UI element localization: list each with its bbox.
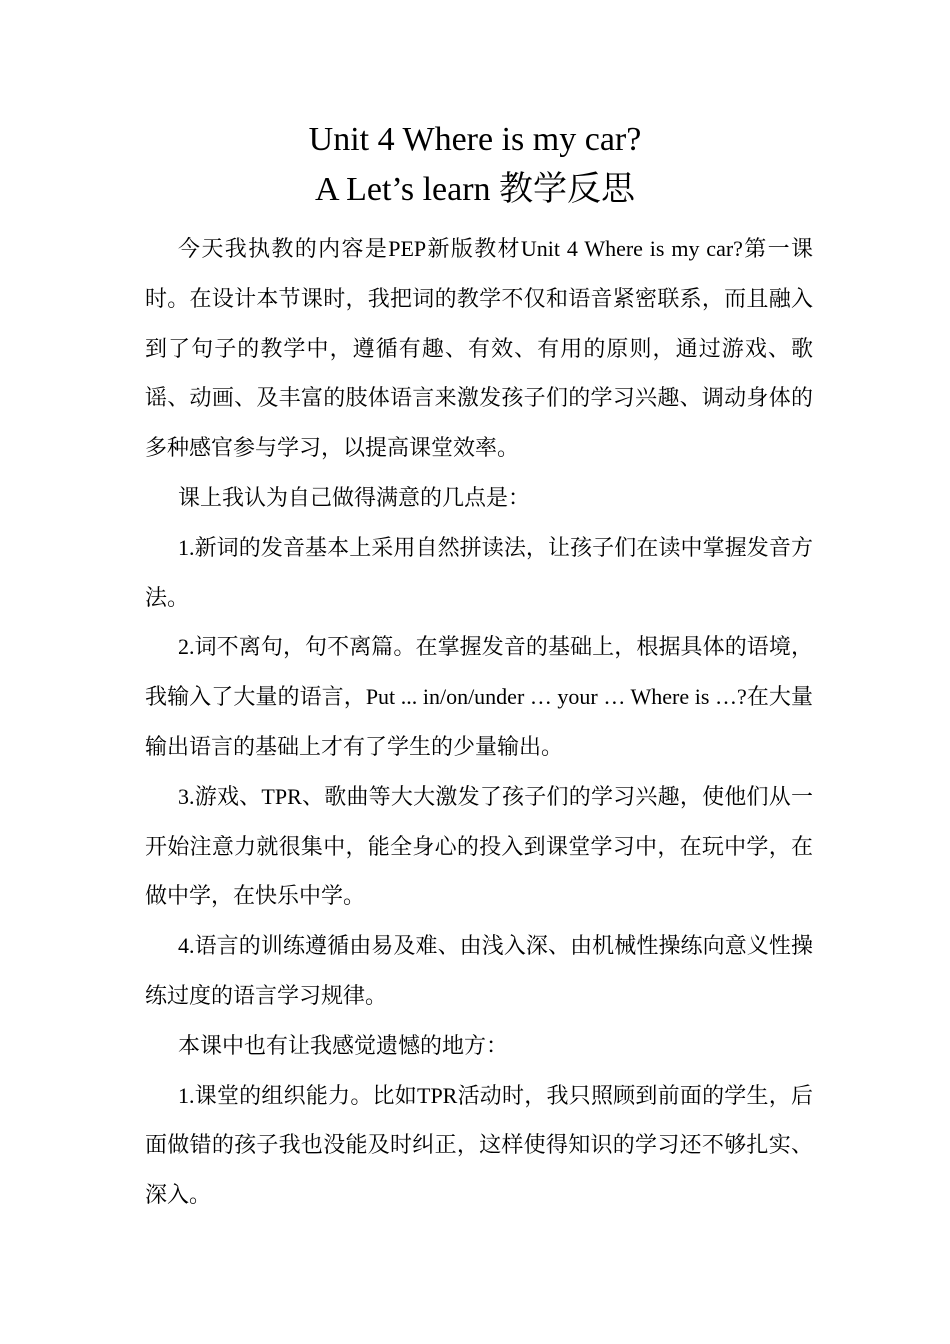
satisfied-heading: 课上我认为自己做得满意的几点是： — [178, 484, 531, 510]
document-body — [145, 224, 813, 1220]
satisfied-point-4: 4.语言的训练遵循由易及难、由浅入深、由机械性操练向意义性操练过度的语言学习规律。 — [145, 933, 813, 1008]
document-subtitle: A Let’s learn 教学反思 — [314, 171, 636, 208]
regret-heading: 本课中也有让我感觉遗憾的地方： — [178, 1032, 509, 1058]
satisfied-point-3: 3.游戏、TPR、歌曲等大大激发了孩子们的学习兴趣，使他们从一开始注意力就很集中，能全身心的投入到课堂学习中，在玩中学，在做中学，在快乐中学。 — [145, 783, 813, 909]
intro-paragraph: 今天我执教的内容是PEP新版教材Unit 4 Where is my car?第一课时。在设计本节课时，我把词的教学不仅和语音紧密联系，而且融入到了句子的教学中，遵循有趣、有效、有用的原则，通过游戏、歌谣、动画、及丰富的肢体语言来激发孩子们的学习兴趣、调动身体的多种感官参与学习，以提高课堂效率。 — [145, 236, 813, 461]
satisfied-point-2: 2.词不离句，句不离篇。在掌握发音的基础上，根据具体的语境，我输入了大量的语言，Put ... in/on/under … your … Where is …?在大量输出语言的基础上才有了学生的少量输出。 — [145, 634, 813, 759]
document-title: Unit 4 Where is my car? — [308, 121, 642, 158]
satisfied-point-1: 1.新词的发音基本上采用自然拼读法，让孩子们在读中掌握发音方法。 — [145, 534, 813, 610]
regret-point-1: 1.课堂的组织能力。比如TPR活动时，我只照顾到前面的学生，后面做错的孩子我也没能及时纠正，这样使得知识的学习还不够扎实、深入。 — [145, 1082, 813, 1208]
